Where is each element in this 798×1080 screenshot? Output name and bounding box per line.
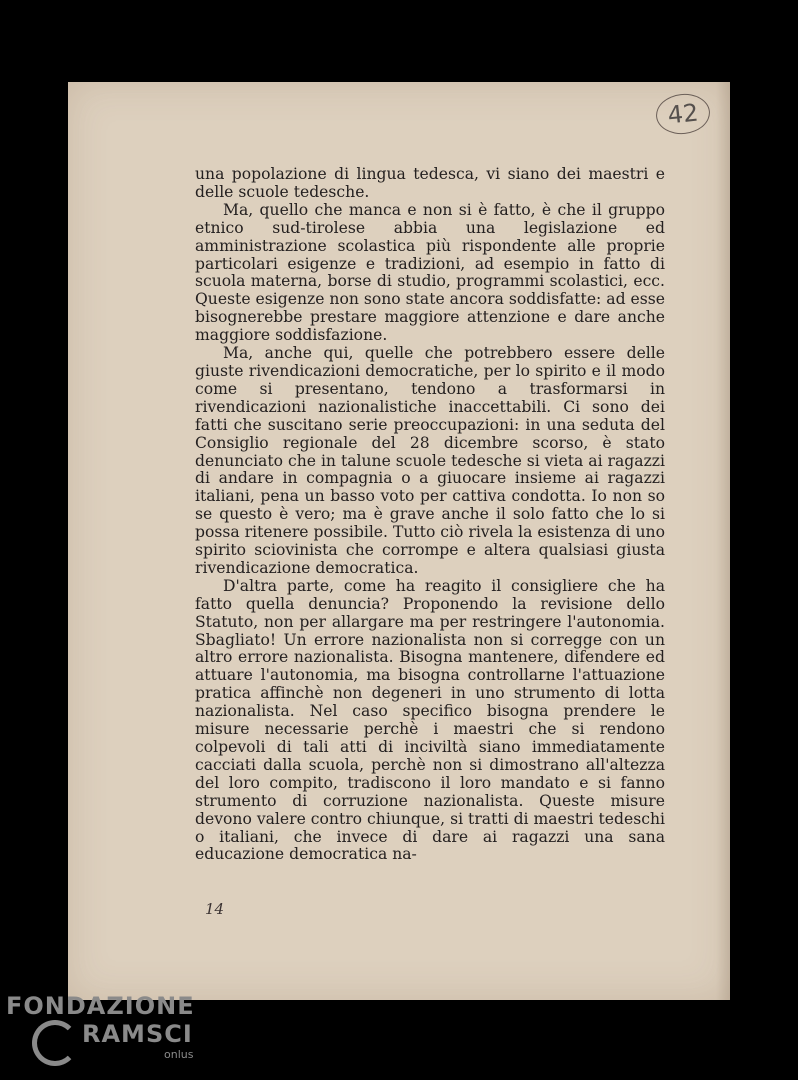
logo-suffix: onlus <box>164 1048 194 1061</box>
paragraph-1: una popolazione di lingua tedesca, vi siano dei maestri e delle scuole tedesche. <box>195 165 665 201</box>
printed-page-number: 14 <box>205 900 225 918</box>
paragraph-4: D'altra parte, come ha reagito il consigliere che ha fatto quella denuncia? Proponendo la revisione dello Statuto, non per allargare ma per restringere l'autonomia. Sbagliato! Un errore nazionalista non si corregge con un altro errore nazionalista. Bisogna mantenere, difendere ed attuare l'autonomia, ma bisogna controllarne l'attuazione pratica affinchè non degeneri in uno strumento di lotta nazionalista. Nel caso specifico bisogna prendere le misure necessarie perchè i maestri che si rendono colpevoli di tali atti di inciviltà siano immediatamente cacciati dalla scuola, perchè non si dimostrano all'altezza del loro compito, tradiscono il loro mandato e si fanno strumento di corruzione nazionalista. Queste misure devono valere contro chiunque, si tratti di maestri tedeschi o italiani, che invece di dare ai ragazzi una sana educazione democratica na- <box>195 576 665 864</box>
handwritten-page-number: 42 <box>654 91 712 136</box>
logo-line-1: FONDAZIONE <box>6 992 195 1020</box>
document-page <box>68 82 730 1000</box>
paragraph-2: Ma, quello che manca e non si è fatto, è che il gruppo etnico sud-tirolese abbia una legislazione ed amministrazione scolastica più rispondente alle proprie particolari esigenze e tradizioni, ad esempio in fatto di scuola materna, borse di studio, programmi scolastici, ecc. Queste esigenze non sono state ancora soddisfatte: ad esse bisognerebbe prestare maggiore attenzione e dare anche maggiore soddisfazione. <box>195 200 665 345</box>
paragraph-3: Ma, anche qui, quelle che potrebbero essere delle giuste rivendicazioni democratiche, per lo spirito e il modo come si presentano, tendono a trasformarsi in rivendicazioni nazionalistiche inaccettabili. Ci sono dei fatti che suscitano serie preoccupazioni: in una seduta del Consiglio regionale del 28 dicembre scorso, è stato denunciato che in talune scuole tedesche si vieta ai ragazzi di andare in compagnia o a giuocare insieme ai ragazzi italiani, pena un basso voto per cattiva condotta. Io non so se questo è vero; ma è grave anche il solo fatto che lo si possa ritenere possibile. Tutto ciò rivela la esistenza di uno spirito sciovinista che corrompe e altera qualsiasi giusta rivendicazione democratica. <box>195 344 665 577</box>
logo-g-icon <box>32 1020 78 1066</box>
logo-line-2: RAMSCI <box>82 1020 193 1048</box>
body-text <box>195 166 665 864</box>
page-edge-shadow <box>716 82 730 1000</box>
